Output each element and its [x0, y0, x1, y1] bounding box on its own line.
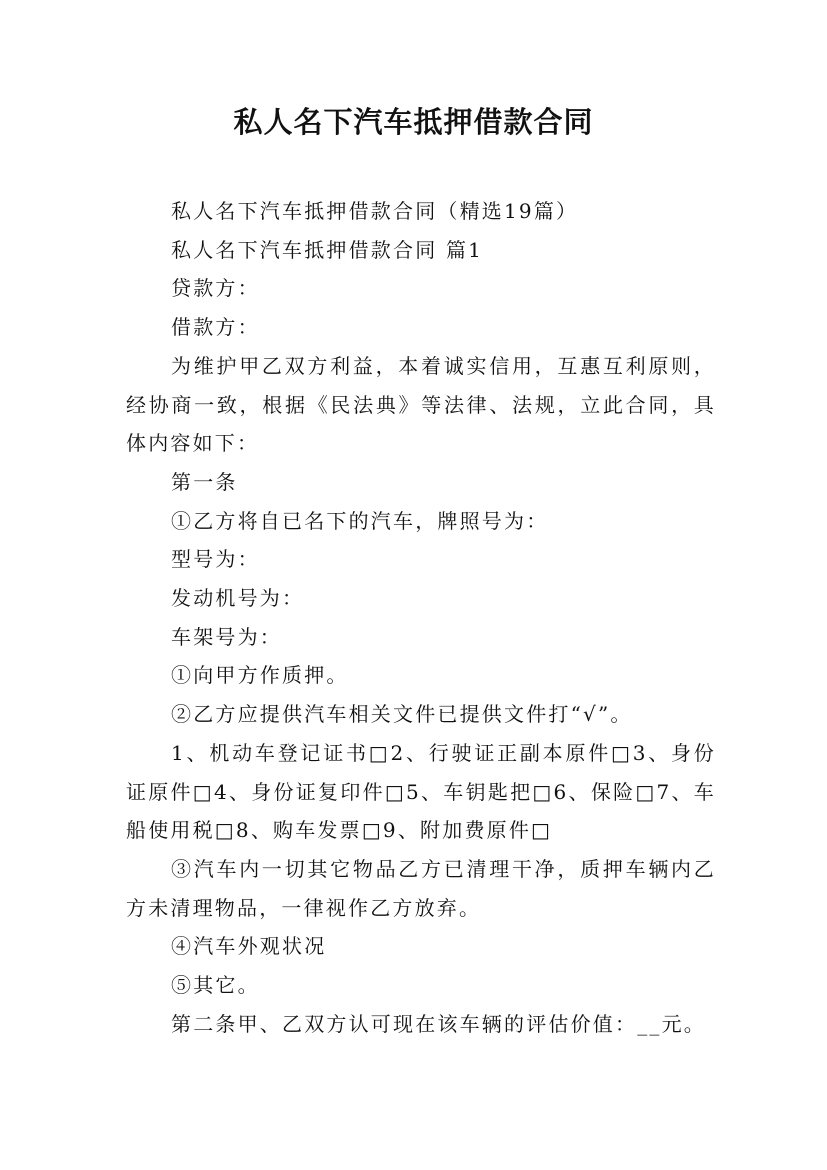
paragraph-documents-intro: ②乙方应提供汽车相关文件已提供文件打“√”。	[171, 702, 633, 727]
paragraph-model: 型号为：	[171, 547, 260, 572]
paragraph-section-heading: 私人名下汽车抵押借款合同 篇1	[171, 237, 484, 262]
paragraph-preamble: 为维护甲乙双方利益，本着诚实信用，互惠互利原则，经协商一致，根据《民法典》等法律、法规，立此合同，具体内容如下：	[126, 353, 716, 456]
paragraph-pledge: ①向甲方作质押。	[171, 663, 349, 688]
paragraph-article-one: 第一条	[171, 469, 238, 494]
paragraph-other-items: ③汽车内一切其它物品乙方已清理干净，质押车辆内乙方未清理物品，一律视作乙方放弃。	[126, 856, 716, 920]
paragraph-frame-number: 车架号为：	[171, 624, 282, 649]
paragraph-lender: 贷款方：	[171, 276, 260, 301]
paragraph-exterior-condition: ④汽车外观状况	[171, 934, 327, 959]
document-title: 私人名下汽车抵押借款合同	[233, 105, 594, 139]
paragraph-borrower: 借款方：	[171, 315, 260, 340]
document-body	[126, 192, 716, 1043]
paragraph-engine-number: 发动机号为：	[171, 586, 305, 611]
paragraph-documents-list: 1、机动车登记证书□2、行驶证正副本原件□3、身份证原件□4、身份证复印件□5、车钥匙把□6、保险□7、车船使用税□8、购车发票□9、附加费原件□	[126, 740, 716, 843]
paragraph-subtitle: 私人名下汽车抵押借款合同（精选19篇）	[171, 199, 579, 223]
paragraph-article-two: 第二条甲、乙双方认可现在该车辆的评估价值：__元。	[171, 1011, 706, 1036]
paragraph-other: ⑤其它。	[171, 973, 260, 998]
paragraph-license-plate: ①乙方将自已名下的汽车，牌照号为：	[171, 508, 549, 533]
